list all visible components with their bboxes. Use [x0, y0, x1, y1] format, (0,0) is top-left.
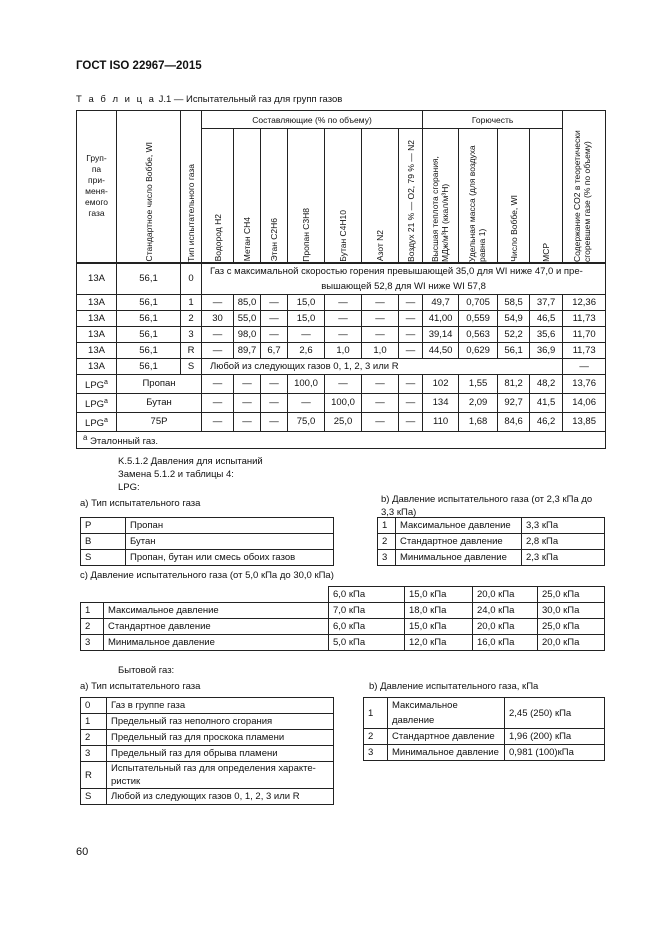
table-row: 13A 56,1 2 30 55,0 — 15,0 — — — 41,00 0,559 54,9 46,5 11,73: [77, 310, 606, 326]
table-caption: [76, 94, 342, 105]
table-row: 2 Предельный газ для проскока пламени: [81, 730, 334, 746]
head-wobbe: Стандартное число Воббе, WI: [117, 111, 181, 263]
table-row: 3 Минимальное давление 2,3 кПа: [378, 550, 605, 566]
head-hhv: Высшая теплота сгорания, МДж/м³Н (ккал/м³Н): [423, 129, 459, 263]
head-mcp: MCP: [530, 129, 563, 263]
table-row: 13A 56,1 1 — 85,0 — 15,0 — — — 49,7 0,705 58,5 37,7 12,36: [77, 294, 606, 310]
head-air: Воздух 21 % — O2, 79 % — N2: [399, 129, 423, 263]
head-sg: Удельная масса (для воздуха равна 1): [459, 129, 498, 263]
table-row: LPG$^a$ Бутан — — — — 100,0 — — 134 2,09 92,7 41,5 14,06: [77, 393, 606, 412]
table-row: LPG$^a$ Пропан — — — 100,0 — — — 102 1,55 81,2 48,2 13,76: [77, 374, 606, 393]
page-header: ГОСТ ISO 22967—2015: [76, 60, 202, 72]
caption-text: J.1 — Испытательный газ для групп газов: [158, 94, 343, 105]
table-row: 2 Стандартное давление 6,0 кПа 15,0 кПа 20,0 кПа 25,0 кПа: [81, 619, 605, 635]
table-row: 0 Газ в группе газа: [81, 698, 334, 714]
household-title: Бытовой газ:: [118, 665, 175, 676]
table-row: 13A 56,1 R — 89,7 6,7 2,6 1,0 1,0 — 44,50 0,629 56,1 36,9 11,73: [77, 342, 606, 358]
table-row: 1 Предельный газ неполного сгорания: [81, 714, 334, 730]
table-row: 1 Максимальное давление 3,3 кПа: [378, 518, 605, 534]
head-ch4: Метан CH4: [234, 129, 261, 263]
head-n2: Азот N2: [362, 129, 399, 263]
household-type-table: [80, 697, 334, 805]
household-pressure-table: [363, 697, 605, 761]
table-row: 2 Стандартное давление 2,8 кПа: [378, 534, 605, 550]
section-title: K.5.1.2 Давления для испытаний: [118, 456, 263, 467]
lpg-type-caption: a) Тип испытательного газа: [80, 498, 201, 509]
head-h2: Водород H2: [202, 129, 234, 263]
caption-label: Т а б л и ц а: [76, 94, 156, 105]
table-row: 3 Предельный газ для обрыва пламени: [81, 746, 334, 762]
table-row: вышающей 52,8 для WI ниже WI 57,8: [77, 279, 606, 295]
table-row: 2 Стандартное давление 1,96 (200) кПа: [364, 729, 605, 745]
table-row: S Пропан, бутан или смесь обоих газов: [81, 550, 334, 566]
lpg-type-table: [80, 517, 334, 566]
head-group: Груп- па при- меня- емого газа: [77, 111, 117, 263]
table-row: B Бутан: [81, 534, 334, 550]
head-type: Тип испытательного газа: [181, 111, 202, 263]
household-pressure-caption: b) Давление испытательного газа, кПа: [369, 681, 539, 692]
lpg-pressure-b-caption: b) Давление испытательного газа (от 2,3 кПа до 3,3 кПа): [381, 494, 593, 518]
table-row: 13A 56,1 S Любой из следующих газов 0, 1, 2, 3 или R —: [77, 358, 606, 374]
section-lpg: LPG:: [118, 482, 140, 493]
head-c4h10: Бутан C4H10: [325, 129, 362, 263]
table-row: 13A 56,1 3 — 98,0 — — — — — 39,14 0,563 52,2 35,6 11,70: [77, 326, 606, 342]
table-row: 13A 56,1 0 Газ с максимальной скоростью горения превышающей 35,0 для WI ниже 47,0 и пре-: [77, 263, 606, 279]
head-flammability: Горючесть: [423, 111, 563, 129]
head-wi: Число Воббе, WI: [498, 129, 530, 263]
table-row: 3 Минимальное давление 5,0 кПа 12,0 кПа 16,0 кПа 20,0 кПа: [81, 635, 605, 651]
footnote: $^a$ Эталонный газ.: [77, 431, 606, 448]
footnote-row: [77, 431, 606, 448]
table-row: 1 Максимальное давление 7,0 кПа 18,0 кПа 24,0 кПа 30,0 кПа: [81, 603, 605, 619]
gas-table: [76, 110, 606, 449]
table-row: P Пропан: [81, 518, 334, 534]
table-row: R Испытательный газ для определения характе-ристик: [81, 762, 334, 789]
table-row: 3 Минимальное давление 0,981 (100)кПа: [364, 745, 605, 761]
table-row: LPG$^a$ 75P — — — 75,0 25,0 — — 110 1,68 84,6 46,2 13,85: [77, 412, 606, 431]
head-co2: Содержание CO2 в теоретически сгоревшем газе (% по объему): [563, 111, 606, 263]
section-replace: Замена 5.1.2 и таблицы 4:: [118, 469, 234, 480]
lpg-pressure-b-table: [377, 517, 605, 566]
household-type-caption: a) Тип испытательного газа: [80, 681, 201, 692]
page-number: 60: [76, 846, 89, 858]
lpg-pressure-c-caption: c) Давление испытательного газа (от 5,0 кПа до 30,0 кПа): [80, 570, 334, 581]
table-row: 1 Максимальное давление 2,45 (250) кПа: [364, 698, 605, 729]
table-row: S Любой из следующих газов 0, 1, 2, 3 или R: [81, 789, 334, 805]
head-c2h6: Этан C2H6: [261, 129, 288, 263]
lpg-pressure-c-table: [80, 586, 605, 651]
head-c3h8: Пропан C3H8: [288, 129, 325, 263]
table-row: 6,0 кПа 15,0 кПа 20,0 кПа 25,0 кПа: [81, 587, 605, 603]
head-components: Составляющие (% по объему): [202, 111, 423, 129]
